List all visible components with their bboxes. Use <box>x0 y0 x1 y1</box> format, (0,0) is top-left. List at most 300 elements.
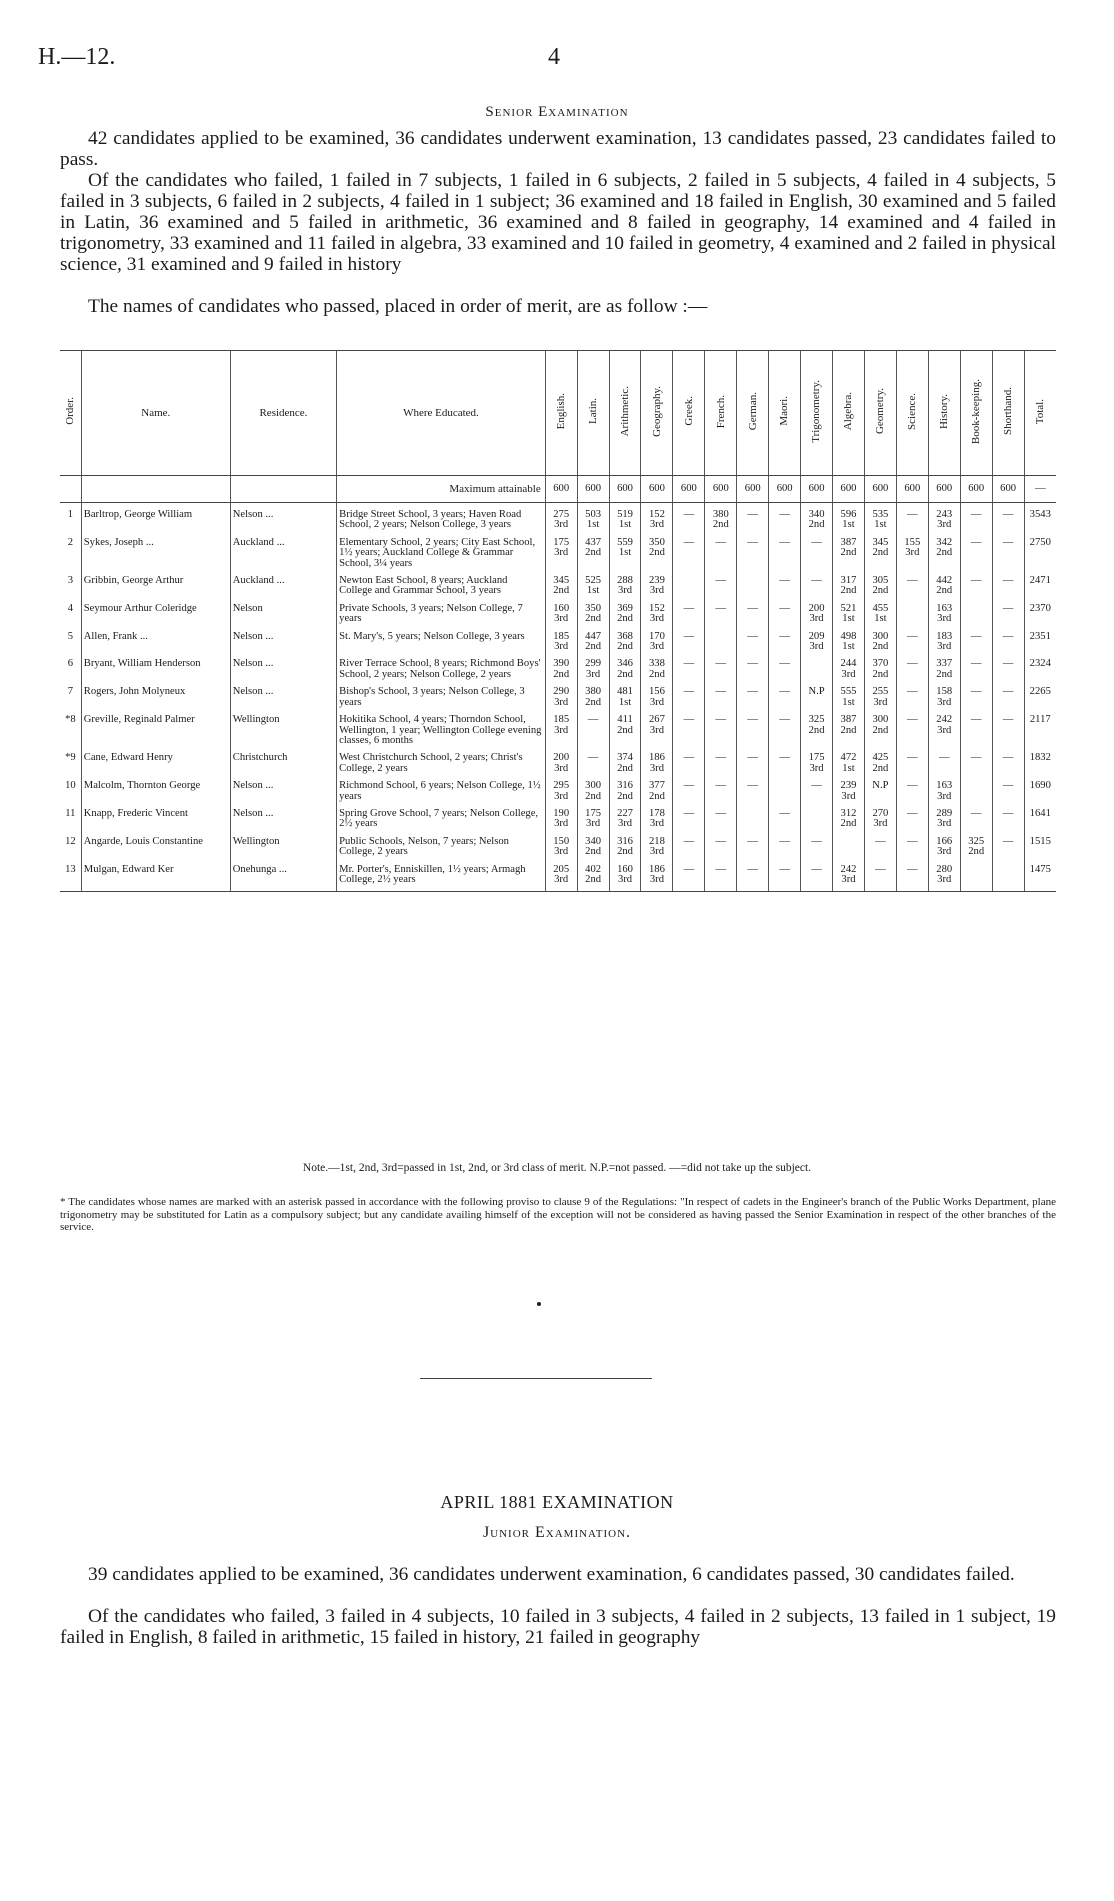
junior-para-failed: Of the candidates who failed, 3 failed in 4 subjects, 10 failed in 3 subjects, 4 failed in 2 subjects, 13 failed in 1 subject, 19 failed in English, 8 failed in arithmetic, 15 failed in history, 21 failed in geography <box>60 1606 1056 1648</box>
residence-cell: Auckland ... <box>230 575 336 603</box>
educated-cell: Mr. Porter's, Enniskillen, 1½ years; Armagh College, 2½ years <box>337 864 546 892</box>
mark-cell: 402 2nd <box>577 864 609 892</box>
mark-cell: — <box>737 509 769 537</box>
mark-cell: — <box>737 714 769 752</box>
mark-cell: — <box>801 836 833 864</box>
mark-cell: — <box>673 631 705 659</box>
mark-cell: — <box>737 780 769 808</box>
order-cell: 1 <box>67 509 74 520</box>
mark-cell: — <box>960 537 992 575</box>
mark-cell: — <box>992 836 1024 864</box>
mark-cell: — <box>896 714 928 752</box>
mark-cell: — <box>960 752 992 780</box>
mark-cell: — <box>737 836 769 864</box>
mark-cell: — <box>705 836 737 864</box>
residence-cell: Nelson ... <box>230 686 336 714</box>
mark-cell: — <box>673 864 705 892</box>
total-cell: 2351 <box>1024 631 1056 659</box>
mark-cell: 316 2nd <box>609 836 641 864</box>
mark-cell: 346 2nd <box>609 658 641 686</box>
total-cell: 2324 <box>1024 658 1056 686</box>
col-german: German. <box>737 351 769 476</box>
table-row <box>60 686 1056 714</box>
mark-cell: — <box>992 509 1024 537</box>
table-row <box>60 537 1056 575</box>
mark-cell: 519 1st <box>609 509 641 537</box>
name-cell: Gribbin, George Arthur <box>81 575 230 603</box>
mark-cell: — <box>673 509 705 537</box>
mark-cell: — <box>896 686 928 714</box>
mark-cell: 209 3rd <box>801 631 833 659</box>
mark-cell: 325 2nd <box>960 836 992 864</box>
name-cell: Greville, Reginald Palmer <box>81 714 230 752</box>
residence-cell: Nelson ... <box>230 509 336 537</box>
mark-cell <box>960 780 992 808</box>
max-value: 600 <box>641 476 673 503</box>
mark-cell: 289 3rd <box>928 808 960 836</box>
asterisk-footnote: * The candidates whose names are marked with an asterisk passed in accordance with the following proviso to clause 9 of the Regulations: "In respect of cadets in the Engineer's branch of the Public Works Department, plane trigonometry may be substituted for Latin as a compulsory subject; but any candidate availing himself of the exception will not be considered as having passed the Senior Examination in respect of the other branches of the service. <box>60 1196 1056 1233</box>
mark-cell: 267 3rd <box>641 714 673 752</box>
mark-cell: — <box>769 808 801 836</box>
mark-cell: 295 3rd <box>545 780 577 808</box>
max-attainable-row <box>60 476 1056 503</box>
order-cell: 6 <box>67 658 74 670</box>
mark-cell: 390 2nd <box>545 658 577 686</box>
mark-cell: — <box>896 836 928 864</box>
april-exam-heading: APRIL 1881 EXAMINATION <box>440 1492 674 1512</box>
mark-cell: 175 3rd <box>545 537 577 575</box>
mark-cell: 218 3rd <box>641 836 673 864</box>
order-cell: 2 <box>67 536 74 548</box>
table-row <box>60 509 1056 537</box>
mark-cell: — <box>896 575 928 603</box>
order-cell: 4 <box>67 602 74 614</box>
mark-cell: 559 1st <box>609 537 641 575</box>
mark-cell <box>769 780 801 808</box>
mark-cell: 270 3rd <box>864 808 896 836</box>
residence-cell: Auckland ... <box>230 537 336 575</box>
order-cell: 12 <box>65 835 76 847</box>
total-cell: 2471 <box>1024 575 1056 603</box>
mark-cell: 290 3rd <box>545 686 577 714</box>
mark-cell: 175 3rd <box>577 808 609 836</box>
mark-cell: — <box>769 864 801 892</box>
mark-cell <box>801 808 833 836</box>
mark-cell: — <box>673 714 705 752</box>
mark-cell: — <box>960 686 992 714</box>
mark-cell <box>960 864 992 892</box>
mark-cell: — <box>896 752 928 780</box>
col-french: French. <box>705 351 737 476</box>
mark-cell: — <box>896 658 928 686</box>
residence-cell: Nelson ... <box>230 658 336 686</box>
mark-cell: 300 2nd <box>577 780 609 808</box>
table-row <box>60 780 1056 808</box>
educated-cell: Bishop's School, 3 years; Nelson College, 3 years <box>337 686 546 714</box>
max-value: 600 <box>896 476 928 503</box>
mark-cell: 166 3rd <box>928 836 960 864</box>
mark-cell: 369 2nd <box>609 603 641 631</box>
mark-cell: 380 2nd <box>577 686 609 714</box>
mark-cell: 152 3rd <box>641 509 673 537</box>
mark-cell: 370 2nd <box>864 658 896 686</box>
mark-cell: — <box>673 603 705 631</box>
max-value: 600 <box>705 476 737 503</box>
mark-cell: 200 3rd <box>801 603 833 631</box>
col-geography: Geography. <box>641 351 673 476</box>
col-history: History. <box>928 351 960 476</box>
mark-cell: — <box>705 864 737 892</box>
name-cell: Bryant, William Henderson <box>81 658 230 686</box>
mark-cell: — <box>992 714 1024 752</box>
results-table <box>60 350 1056 892</box>
residence-cell: Nelson ... <box>230 631 336 659</box>
mark-cell: 345 2nd <box>545 575 577 603</box>
col-geometry: Geometry. <box>864 351 896 476</box>
total-cell: 1690 <box>1024 780 1056 808</box>
col-science: Science. <box>896 351 928 476</box>
mark-cell: 239 3rd <box>833 780 865 808</box>
mark-cell: — <box>864 864 896 892</box>
mark-cell: 340 2nd <box>577 836 609 864</box>
mark-cell: — <box>705 752 737 780</box>
mark-cell: — <box>769 603 801 631</box>
mark-cell: 280 3rd <box>928 864 960 892</box>
residence-cell: Christchurch <box>230 752 336 780</box>
mark-cell: 350 2nd <box>641 537 673 575</box>
mark-cell: — <box>864 836 896 864</box>
mark-cell <box>960 603 992 631</box>
col-total: Total. <box>1024 351 1056 476</box>
max-value: 600 <box>833 476 865 503</box>
max-value: 600 <box>609 476 641 503</box>
total-cell: 1641 <box>1024 808 1056 836</box>
mark-cell <box>737 808 769 836</box>
mark-cell: 185 3rd <box>545 714 577 752</box>
max-value: — <box>1024 476 1056 503</box>
col-greek: Greek. <box>673 351 705 476</box>
table-row <box>60 603 1056 631</box>
mark-cell: — <box>705 780 737 808</box>
educated-cell: Richmond School, 6 years; Nelson College, 1½ years <box>337 780 546 808</box>
name-cell: Angarde, Louis Constantine <box>81 836 230 864</box>
mark-cell: 525 1st <box>577 575 609 603</box>
mark-cell: 555 1st <box>833 686 865 714</box>
mark-cell: 155 3rd <box>896 537 928 575</box>
mark-cell: 596 1st <box>833 509 865 537</box>
mark-cell: N.P <box>801 686 833 714</box>
col-algebra: Algebra. <box>833 351 865 476</box>
mark-cell: 299 3rd <box>577 658 609 686</box>
total-cell: 2117 <box>1024 714 1056 752</box>
mark-cell: 244 3rd <box>833 658 865 686</box>
senior-exam-title: Senior Examination <box>485 104 629 120</box>
mark-cell: — <box>960 509 992 537</box>
mark-cell: — <box>769 509 801 537</box>
mark-cell: — <box>737 603 769 631</box>
max-value: 600 <box>992 476 1024 503</box>
mark-cell: 455 1st <box>864 603 896 631</box>
total-cell: 2370 <box>1024 603 1056 631</box>
table-row <box>60 658 1056 686</box>
mark-cell <box>737 575 769 603</box>
mark-cell: — <box>992 658 1024 686</box>
mark-cell: 185 3rd <box>545 631 577 659</box>
educated-cell: Spring Grove School, 7 years; Nelson College, 2½ years <box>337 808 546 836</box>
mark-cell: — <box>673 537 705 575</box>
max-value: 600 <box>928 476 960 503</box>
max-value: 600 <box>801 476 833 503</box>
mark-cell: 242 3rd <box>928 714 960 752</box>
junior-exam-title: Junior Examination. <box>482 1524 632 1541</box>
mark-cell: 503 1st <box>577 509 609 537</box>
max-value: 600 <box>737 476 769 503</box>
mark-cell: — <box>960 575 992 603</box>
mark-cell: 175 3rd <box>801 752 833 780</box>
document-code: H.—12. <box>38 44 116 70</box>
mark-cell: — <box>737 537 769 575</box>
mark-cell: — <box>705 603 737 631</box>
order-cell: 5 <box>67 630 74 642</box>
max-value: 600 <box>960 476 992 503</box>
table-row <box>60 864 1056 892</box>
col-shorthand: Shorthand. <box>992 351 1024 476</box>
order-cell: 11 <box>65 807 76 819</box>
residence-cell: Onehunga ... <box>230 864 336 892</box>
mark-cell: 342 2nd <box>928 537 960 575</box>
mark-cell: 472 1st <box>833 752 865 780</box>
name-cell: Knapp, Frederic Vincent <box>81 808 230 836</box>
max-value: 600 <box>673 476 705 503</box>
mark-cell: — <box>992 686 1024 714</box>
mark-cell: — <box>960 714 992 752</box>
mark-cell: — <box>769 686 801 714</box>
col-arithmetic: Arithmetic. <box>609 351 641 476</box>
mark-cell: 387 2nd <box>833 714 865 752</box>
mark-cell: — <box>992 537 1024 575</box>
educated-cell: Private Schools, 3 years; Nelson College, 7 years <box>337 603 546 631</box>
table-row <box>60 808 1056 836</box>
order-cell: 13 <box>60 864 81 892</box>
mark-cell: 316 2nd <box>609 780 641 808</box>
total-cell: 1515 <box>1024 836 1056 864</box>
order-cell: *9 <box>65 752 76 764</box>
header-row <box>60 351 1056 476</box>
mark-cell: 437 2nd <box>577 537 609 575</box>
max-value: 600 <box>577 476 609 503</box>
mark-cell: 158 3rd <box>928 686 960 714</box>
mark-cell: — <box>992 780 1024 808</box>
mark-cell: — <box>705 714 737 752</box>
mark-cell: — <box>992 603 1024 631</box>
mark-cell: 481 1st <box>609 686 641 714</box>
mark-cell: 178 3rd <box>641 808 673 836</box>
mark-cell: 300 2nd <box>864 631 896 659</box>
mark-cell: — <box>801 575 833 603</box>
mark-cell: 425 2nd <box>864 752 896 780</box>
senior-para-names-intro: The names of candidates who passed, placed in order of merit, are as follow :— <box>88 296 708 317</box>
max-value: 600 <box>864 476 896 503</box>
name-cell: Rogers, John Molyneux <box>81 686 230 714</box>
mark-cell: 350 2nd <box>577 603 609 631</box>
mark-cell: — <box>705 537 737 575</box>
mark-cell: N.P <box>864 780 896 808</box>
mark-cell <box>896 603 928 631</box>
educated-cell: Bridge Street School, 3 years; Haven Road School, 2 years; Nelson College, 3 years <box>337 509 546 537</box>
mark-cell: 380 2nd <box>705 509 737 537</box>
max-label: Maximum attainable <box>337 476 546 503</box>
mark-cell: 227 3rd <box>609 808 641 836</box>
educated-cell: Elementary School, 2 years; City East School, 1½ years; Auckland College & Grammar School, 3¼ years <box>337 537 546 575</box>
mark-cell: 338 2nd <box>641 658 673 686</box>
total-cell: 1832 <box>1024 752 1056 780</box>
mark-cell: — <box>705 658 737 686</box>
mark-cell: — <box>769 836 801 864</box>
residence-cell: Wellington <box>230 714 336 752</box>
table-row <box>60 575 1056 603</box>
mark-cell: — <box>928 752 960 780</box>
mark-cell: 377 2nd <box>641 780 673 808</box>
mark-cell: 183 3rd <box>928 631 960 659</box>
total-cell: 2265 <box>1024 686 1056 714</box>
total-cell: 1475 <box>1024 864 1056 892</box>
name-cell: Seymour Arthur Coleridge <box>81 603 230 631</box>
order-cell: *8 <box>65 714 76 726</box>
mark-cell: 312 2nd <box>833 808 865 836</box>
mark-cell: — <box>705 686 737 714</box>
col-english: English. <box>545 351 577 476</box>
mark-cell: 368 2nd <box>609 631 641 659</box>
mark-cell: — <box>960 658 992 686</box>
mark-cell: — <box>737 752 769 780</box>
name-cell: Mulgan, Edward Ker <box>81 864 230 892</box>
order-cell: 3 <box>67 575 74 587</box>
mark-cell: — <box>737 686 769 714</box>
residence-cell: Nelson ... <box>230 780 336 808</box>
col-bookkeeping: Book-keeping. <box>960 351 992 476</box>
col-residence: Residence. <box>230 351 336 476</box>
mark-cell: 535 1st <box>864 509 896 537</box>
mark-cell: — <box>673 658 705 686</box>
total-cell: 3543 <box>1024 509 1056 537</box>
mark-cell: 300 2nd <box>864 714 896 752</box>
mark-cell: — <box>737 864 769 892</box>
mark-cell: 374 2nd <box>609 752 641 780</box>
col-educated: Where Educated. <box>337 351 546 476</box>
col-name: Name. <box>81 351 230 476</box>
mark-cell: 170 3rd <box>641 631 673 659</box>
name-cell: Malcolm, Thornton George <box>81 780 230 808</box>
name-cell: Sykes, Joseph ... <box>81 537 230 575</box>
ornament-dot <box>537 1302 541 1306</box>
mark-cell: 190 3rd <box>545 808 577 836</box>
col-maori: Maori. <box>769 351 801 476</box>
mark-cell: 205 3rd <box>545 864 577 892</box>
name-cell: Cane, Edward Henry <box>81 752 230 780</box>
mark-cell: 521 1st <box>833 603 865 631</box>
table-row <box>60 714 1056 752</box>
mark-cell: — <box>673 836 705 864</box>
mark-cell: 243 3rd <box>928 509 960 537</box>
max-value: 600 <box>769 476 801 503</box>
mark-cell: 186 3rd <box>641 864 673 892</box>
mark-cell: — <box>577 752 609 780</box>
order-cell: 7 <box>67 686 74 698</box>
mark-cell: — <box>673 780 705 808</box>
mark-cell: 186 3rd <box>641 752 673 780</box>
col-latin: Latin. <box>577 351 609 476</box>
mark-cell: — <box>896 864 928 892</box>
mark-cell: 305 2nd <box>864 575 896 603</box>
mark-cell: 152 3rd <box>641 603 673 631</box>
mark-cell: — <box>896 631 928 659</box>
mark-cell: — <box>705 808 737 836</box>
educated-cell: St. Mary's, 5 years; Nelson College, 3 years <box>337 631 546 659</box>
page-number: 4 <box>548 44 560 70</box>
mark-cell: — <box>705 575 737 603</box>
page-header <box>38 44 1076 74</box>
mark-cell: 255 3rd <box>864 686 896 714</box>
mark-cell <box>801 658 833 686</box>
name-cell: Barltrop, George William <box>81 509 230 537</box>
total-cell: 2750 <box>1024 537 1056 575</box>
mark-cell: 160 3rd <box>545 603 577 631</box>
mark-cell: — <box>673 686 705 714</box>
mark-cell: — <box>769 714 801 752</box>
mark-cell: 288 3rd <box>609 575 641 603</box>
mark-cell: 340 2nd <box>801 509 833 537</box>
table-row <box>60 631 1056 659</box>
educated-cell: West Christchurch School, 2 years; Christ's College, 2 years <box>337 752 546 780</box>
col-order: Order. <box>60 351 81 476</box>
mark-cell: 498 1st <box>833 631 865 659</box>
table-note: Note.—1st, 2nd, 3rd=passed in 1st, 2nd, or 3rd class of merit. N.P.=not passed. —=did not take up the subject. <box>302 1162 812 1174</box>
residence-cell: Nelson <box>230 603 336 631</box>
mark-cell <box>705 631 737 659</box>
mark-cell: — <box>801 864 833 892</box>
mark-cell: 317 2nd <box>833 575 865 603</box>
mark-cell: — <box>769 752 801 780</box>
senior-para-applied: 42 candidates applied to be examined, 36 candidates underwent examination, 13 candidates passed, 23 candidates failed to pass. <box>60 128 1056 170</box>
mark-cell: — <box>737 658 769 686</box>
mark-cell: — <box>960 808 992 836</box>
mark-cell: 325 2nd <box>801 714 833 752</box>
table-row <box>60 836 1056 864</box>
residence-cell: Nelson ... <box>230 808 336 836</box>
mark-cell: 163 3rd <box>928 603 960 631</box>
mark-cell: 242 3rd <box>833 864 865 892</box>
mark-cell: — <box>769 575 801 603</box>
table-row <box>60 752 1056 780</box>
order-cell: 10 <box>65 780 76 792</box>
mark-cell: — <box>769 658 801 686</box>
educated-cell: Newton East School, 8 years; Auckland College and Grammar School, 3 years <box>337 575 546 603</box>
mark-cell: — <box>801 780 833 808</box>
mark-cell: 150 3rd <box>545 836 577 864</box>
mark-cell: 447 2nd <box>577 631 609 659</box>
name-cell: Allen, Frank ... <box>81 631 230 659</box>
mark-cell: — <box>673 752 705 780</box>
mark-cell: 160 3rd <box>609 864 641 892</box>
residence-cell: Wellington <box>230 836 336 864</box>
mark-cell: — <box>577 714 609 752</box>
mark-cell: — <box>896 780 928 808</box>
max-value: 600 <box>545 476 577 503</box>
mark-cell: 200 3rd <box>545 752 577 780</box>
junior-para-applied: 39 candidates applied to be examined, 36 candidates underwent examination, 6 candidates passed, 30 candidates failed. <box>88 1564 1015 1585</box>
educated-cell: Public Schools, Nelson, 7 years; Nelson College, 2 years <box>337 836 546 864</box>
mark-cell: 345 2nd <box>864 537 896 575</box>
